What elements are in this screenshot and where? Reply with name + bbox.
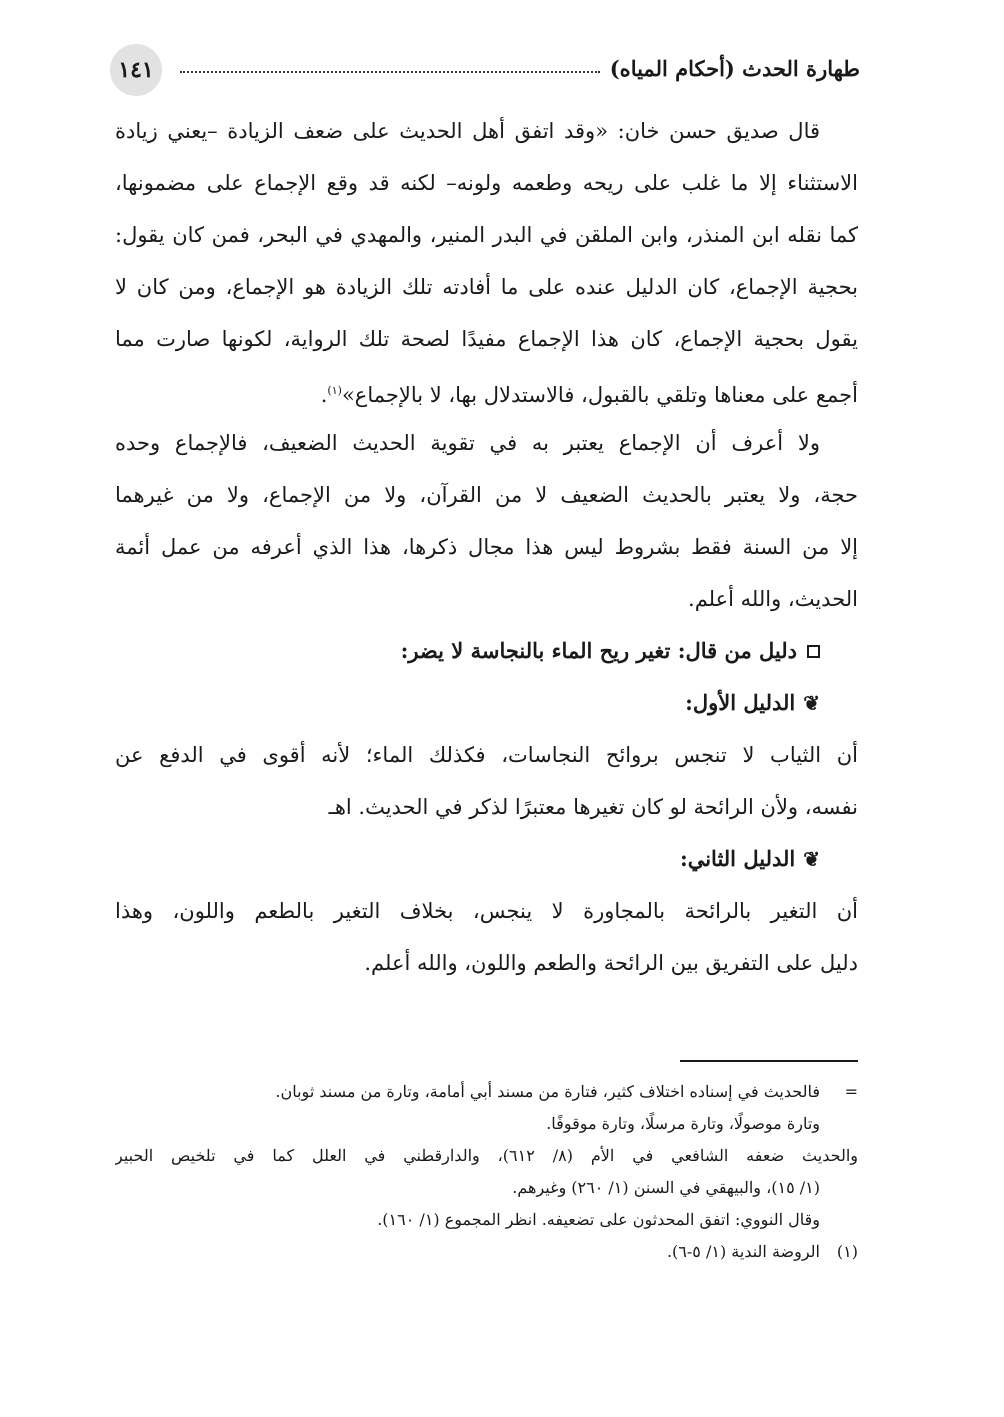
running-title: طهارة الحدث (أحكام المياه): [609, 56, 860, 81]
header-dotted-leader: [180, 71, 600, 73]
footnote-line: وتارة موصولًا، وتارة مرسلًا، وتارة موقوفًا.: [546, 1114, 820, 1133]
footnote-line: [115, 1076, 858, 1108]
footnote-text: الروضة الندية (١/ ٥-٦).: [666, 1242, 820, 1261]
footnotes: [115, 1076, 858, 1268]
square-outline-icon: [807, 645, 820, 658]
paragraph-line: أن الثياب لا تنجس بروائح النجاسات، فكذلك الماء؛ لأنه أقوى في الدفع عن: [115, 743, 858, 767]
sentence-end: .: [320, 383, 328, 407]
section-heading: [115, 625, 858, 677]
subheading-second: [115, 833, 858, 885]
page-number: ١٤١: [118, 57, 154, 83]
paragraph-line: الحديث، والله أعلم.: [688, 587, 858, 611]
paragraph-line: ولا أعرف أن الإجماع يعتبر به في تقوية الحديث الضعيف، فالإجماع وحده: [115, 431, 820, 455]
paragraph-line: نفسه، ولأن الرائحة لو كان تغيرها معتبرًا لذكر في الحديث. اهـ: [328, 795, 858, 819]
footnote-line: وقال النووي: اتفق المحدثون على تضعيفه. انظر المجموع (١/ ١٦٠).: [377, 1210, 820, 1229]
paragraph-line: حجة، ولا يعتبر بالحديث الضعيف لا من القرآن، ولا من الإجماع، ولا من غيرهما: [115, 483, 858, 507]
footnote-separator: [680, 1060, 858, 1062]
subheading-text: الدليل الأول:: [685, 690, 796, 715]
footnote-line: والحديث ضعفه الشافعي في الأم (٨/ ٦١٢)، والدارقطني في العلل كما في تلخيص الحبير: [115, 1146, 858, 1165]
body-text: [115, 105, 858, 989]
subheading-first: [115, 677, 858, 729]
continuation-mark: =: [844, 1082, 858, 1101]
paragraph-line: إلا من السنة فقط بشروط ليس هذا مجال ذكرها، هذا الذي أعرفه من عمل أئمة: [115, 535, 858, 559]
footnote-line: [115, 1236, 858, 1268]
paragraph-line: كما نقله ابن المنذر، وابن الملقن في البدر المنير، والمهدي في البحر، فمن كان يقول:: [115, 223, 858, 247]
page-number-badge: [110, 44, 162, 96]
footnote-text: فالحديث في إسناده اختلاف كثير، فتارة من مسند أبي أمامة، وتارة من مسند ثوبان.: [275, 1082, 820, 1101]
section-heading-text: دليل من قال: تغير ريح الماء بالنجاسة لا يضر:: [400, 638, 797, 663]
footnote-line: (١/ ١٥)، والبيهقي في السنن (١/ ٢٦٠) وغيرهم.: [512, 1178, 820, 1197]
page-header: [110, 44, 860, 96]
paragraph-line: يقول بحجية الإجماع، كان هذا الإجماع مفيدًا لصحة تلك الرواية، لكونها صارت مما: [115, 327, 858, 351]
paragraph-line: [115, 365, 858, 417]
leaf-icon: ❦: [803, 691, 820, 715]
quote-end-text: أجمع على معناها وتلقي بالقبول، فالاستدلال بها، لا بالإجماع»: [341, 383, 858, 407]
paragraph-line: بحجية الإجماع، كان الدليل عنده على ما أفادته تلك الزيادة هو الإجماع، ومن كان لا: [115, 275, 858, 299]
footnote-number: (١): [836, 1242, 858, 1261]
footnote-ref: (١): [327, 384, 342, 397]
paragraph-line: أن التغير بالرائحة بالمجاورة لا ينجس، بخلاف التغير بالطعم واللون، وهذا: [115, 899, 858, 923]
paragraph-line: قال صديق حسن خان: «وقد اتفق أهل الحديث على ضعف الزيادة –يعني زيادة: [115, 119, 820, 143]
leaf-icon: ❦: [803, 847, 820, 871]
subheading-text: الدليل الثاني:: [679, 846, 796, 871]
paragraph-line: دليل على التفريق بين الرائحة والطعم واللون، والله أعلم.: [364, 951, 858, 975]
paragraph-line: الاستثناء إلا ما غلب على ريحه وطعمه ولونه– لكنه قد وقع الإجماع على مضمونها،: [115, 171, 858, 195]
